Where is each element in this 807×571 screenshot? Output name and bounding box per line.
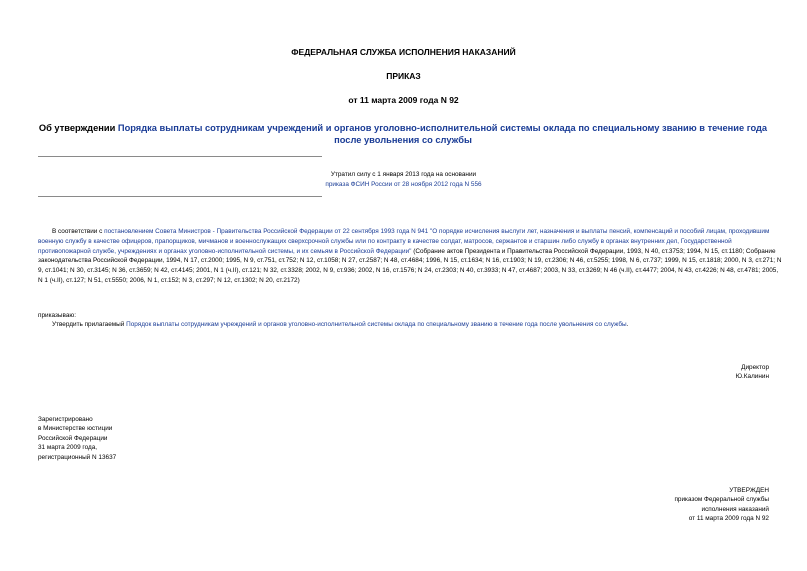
title-link[interactable]: Порядка выплаты сотрудникам учреждений и органов уголовно-исполнительной системы оклада по специальному званию в течение года после увольнения со службы: [117, 123, 768, 145]
document-title: [30, 122, 776, 146]
approved-line: приказом Федеральной службы: [674, 496, 769, 504]
signatory-name: Ю.Калинин: [735, 373, 769, 381]
registration-line: регистрационный N 13637: [38, 453, 117, 461]
registration-block: [38, 415, 116, 462]
document-date-number: от 11 марта 2009 года N 92: [348, 95, 459, 105]
approve-text-start: Утвердить прилагаемый: [52, 321, 127, 328]
registration-line: Российской Федерации: [38, 434, 108, 442]
resolution-link[interactable]: постановлением Совета Министров - Правительства Российской Федерации от 22 сентября 1993 года N 941 "О порядке исчисления выслуги лет, назначения и выплаты пенсий, компенсаций и пособий лицам, проходившим военную службу в качестве офицеров, прапорщиков, мичманов и военнослужащих сверхсрочной службы или по контракту в качестве солдат, матросов, сержантов и старшин либо службу в органах внутренних дел, Государственной противопожарной службе, учреждениях и органах уголовно-исполнительной системы, и их семьям в Российской Федерации": [38, 228, 770, 255]
status-note: [0, 170, 807, 190]
registration-line: Зарегистрировано: [38, 416, 93, 423]
signatory-position: Директор: [741, 364, 769, 371]
procedure-link[interactable]: Порядок выплаты сотрудникам учреждений и органов уголовно-исполнительной системы оклада по специальному званию в течение года после увольнения со службы: [126, 321, 627, 328]
preamble-text-end: (Собрание актов Президента и Правительства Российской Федерации, 1993, N 40, ст.3753; 1994, N 15, ст.1180; Собрание законодательства Российской Федерации, 1994, N 17, ст.2000; 1995, N 9, ст.751, ст.752; N 12, ст.1058; N 27, ст.2587; N 48, ст.4684; 1996, N 15, ст.1634; N 16, ст.1903; N 19, ст.2306; N 46, ст.5255; 1998, N 6, ст.737; 1999, N 15, ст.1818; 2000, N 3, ст.271; N 9, ст.1041; N 30, ст.3145; N 36, ст.3659; N 42, ст.4145; 2001, N 1 (ч.II), ст.121; N 32, ст.3328; 2002, N 9, ст.936; 2002, N 16, ст.1576; N 24, ст.2303; N 40, ст.3933; N 47, ст.4687; 2003, N 33, ст.3269; N 46 (ч.II), ст.4477; 2004, N 43, ст.4226; N 48, ст.4781; 2005, N 1 (ч.II), ст.127; N 51, ст.5550; 2006, N 1, ст.152; N 3, ст.297; N 12, ст.1302; N 20, ст.2172): [38, 247, 782, 284]
approved-line: от 11 марта 2009 года N 92: [688, 515, 769, 523]
approve-text-end: .: [626, 321, 629, 328]
order-word: приказываю:: [38, 312, 76, 319]
approved-line: УТВЕРЖДЕН: [729, 487, 769, 494]
registration-line: в Министерстве юстиции: [38, 425, 113, 433]
agency-name: ФЕДЕРАЛЬНАЯ СЛУЖБА ИСПОЛНЕНИЯ НАКАЗАНИЙ: [291, 47, 516, 57]
title-prefix: Об утверждении: [38, 123, 118, 133]
divider-bottom: [38, 196, 322, 197]
approve-paragraph: [52, 320, 782, 329]
approved-block: [674, 486, 769, 524]
preamble-text-start: В соответствии с: [52, 228, 105, 235]
status-note-text: Утратил силу с 1 января 2013 года на основании: [330, 171, 477, 178]
divider-top: [38, 156, 322, 157]
registration-line: 31 марта 2009 года,: [38, 444, 98, 452]
document-type: ПРИКАЗ: [386, 71, 421, 81]
status-note-link[interactable]: приказа ФСИН России от 28 ноября 2012 года N 556: [325, 181, 482, 188]
approved-line: исполнения наказаний: [701, 505, 769, 513]
signature-block: [736, 363, 769, 382]
preamble-paragraph: [38, 227, 782, 286]
